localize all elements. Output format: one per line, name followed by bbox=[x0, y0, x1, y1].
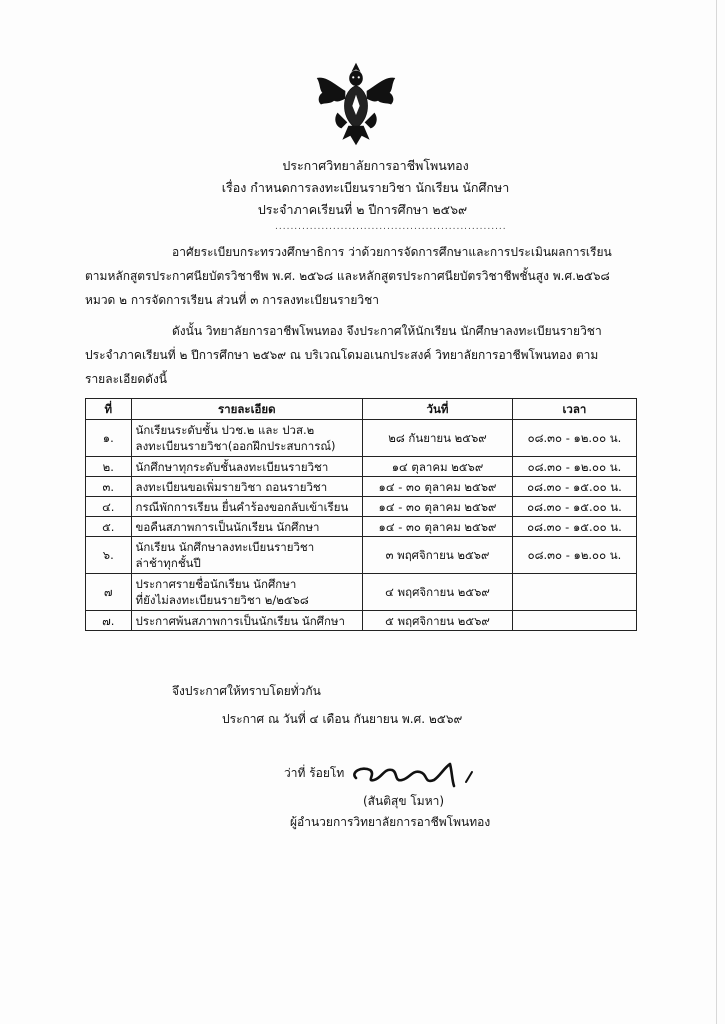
signer-position: ผู้อำนวยการวิทยาลัยการอาชีพโพนทอง bbox=[290, 815, 491, 829]
row-detail bbox=[131, 537, 363, 574]
handwritten-signature bbox=[348, 758, 488, 792]
row-detail-line-1: นักเรียนระดับชั้น ปวช.๒ และ ปวส.๒ bbox=[135, 423, 315, 437]
header-date: วันที่ bbox=[363, 399, 513, 420]
row-detail-line-2: ที่ยังไม่ลงทะเบียนรายวิชา ๒/๒๕๖๘ bbox=[135, 593, 309, 607]
garuda-emblem bbox=[310, 58, 402, 150]
row-time bbox=[512, 574, 636, 611]
row-detail: ลงทะเบียนขอเพิ่มรายวิชา ถอนรายวิชา bbox=[131, 477, 363, 497]
row-detail bbox=[131, 574, 363, 611]
row-number: ๓. bbox=[86, 477, 132, 497]
table-row bbox=[86, 574, 637, 611]
paragraph-2-line-3: รายละเอียดดังนี้ bbox=[85, 372, 168, 386]
row-time bbox=[512, 611, 636, 631]
signer-name: (สันติสุข โมหา) bbox=[363, 794, 445, 808]
row-detail-line-1: ประกาศรายชื่อนักเรียน นักศึกษา bbox=[135, 577, 297, 591]
row-number: ๖. bbox=[86, 537, 132, 574]
paragraph-1-line-1: อาศัยระเบียบกระทรวงศึกษาธิการ ว่าด้วยการจัดการศึกษาและการประเมินผลการเรียน bbox=[172, 245, 612, 259]
row-time: ๐๘.๓๐ - ๑๕.๐๐ น. bbox=[512, 477, 636, 497]
table-row bbox=[86, 537, 637, 574]
row-date: ๑๔ - ๓๐ ตุลาคม ๒๕๖๙ bbox=[363, 497, 513, 517]
header-time: เวลา bbox=[512, 399, 636, 420]
registration-schedule-table bbox=[85, 398, 637, 631]
header-number: ที่ bbox=[86, 399, 132, 420]
separator-dots: ............................................................ bbox=[275, 222, 507, 232]
row-detail-line-2: ลงทะเบียนรายวิชา(ออกฝึกประสบการณ์) bbox=[135, 439, 336, 453]
row-date: ๑๔ - ๓๐ ตุลาคม ๒๕๖๙ bbox=[363, 477, 513, 497]
paragraph-1-line-2: ตามหลักสูตรประกาศนียบัตรวิชาชีพ พ.ศ. ๒๕๖๘ และหลักสูตรประกาศนียบัตรวิชาชีพชั้นสูง พ.ศ.๒๕๖๘ bbox=[85, 269, 610, 283]
row-number: ๗ bbox=[86, 574, 132, 611]
row-detail bbox=[131, 420, 363, 457]
row-number: ๑. bbox=[86, 420, 132, 457]
row-detail: ขอคืนสภาพการเป็นนักเรียน นักศึกษา bbox=[131, 517, 363, 537]
row-number: ๔. bbox=[86, 497, 132, 517]
header-detail: รายละเอียด bbox=[131, 399, 363, 420]
row-time: ๐๘.๓๐ - ๑๕.๐๐ น. bbox=[512, 517, 636, 537]
announcement-title: ประกาศวิทยาลัยการอาชีพโพนทอง bbox=[282, 158, 469, 173]
row-date: ๑๔ ตุลาคม ๒๕๖๙ bbox=[363, 457, 513, 477]
row-number: ๕. bbox=[86, 517, 132, 537]
announcement-subject: เรื่อง กำหนดการลงทะเบียนรายวิชา นักเรียน นักศึกษา bbox=[221, 180, 510, 195]
table-row bbox=[86, 497, 637, 517]
paragraph-2-line-2: ประจำภาคเรียนที่ ๒ ปีการศึกษา ๒๕๖๙ ณ บริเวณโดมอเนกประสงค์ วิทยาลัยการอาชีพโพนทอง ตาม bbox=[85, 348, 599, 362]
paragraph-2-line-1: ดังนั้น วิทยาลัยการอาชีพโพนทอง จึงประกาศให้นักเรียน นักศึกษาลงทะเบียนรายวิชา bbox=[172, 324, 602, 338]
row-time: ๐๘.๓๐ - ๑๒.๐๐ น. bbox=[512, 420, 636, 457]
row-detail: นักศึกษาทุกระดับชั้นลงทะเบียนรายวิชา bbox=[131, 457, 363, 477]
table-row bbox=[86, 611, 637, 631]
signer-rank: ว่าที่ ร้อยโท bbox=[284, 766, 345, 780]
row-detail: ประกาศพ้นสภาพการเป็นนักเรียน นักศึกษา bbox=[131, 611, 363, 631]
table-row bbox=[86, 477, 637, 497]
closing-announce: จึงประกาศให้ทราบโดยทั่วกัน bbox=[172, 684, 321, 698]
row-time: ๐๘.๓๐ - ๑๒.๐๐ น. bbox=[512, 537, 636, 574]
announcement-date: ประกาศ ณ วันที่ ๔ เดือน กันยายน พ.ศ. ๒๕๖๙ bbox=[222, 712, 463, 726]
table-header-row bbox=[86, 399, 637, 420]
row-date: ๒๘ กันยายน ๒๕๖๙ bbox=[363, 420, 513, 457]
table-row bbox=[86, 517, 637, 537]
row-time: ๐๘.๓๐ - ๑๕.๐๐ น. bbox=[512, 497, 636, 517]
row-number: ๗. bbox=[86, 611, 132, 631]
row-date: ๑๔ - ๓๐ ตุลาคม ๒๕๖๙ bbox=[363, 517, 513, 537]
row-detail-line-1: นักเรียน นักศึกษาลงทะเบียนรายวิชา bbox=[135, 540, 315, 554]
row-number: ๒. bbox=[86, 457, 132, 477]
table-row bbox=[86, 457, 637, 477]
row-detail: กรณีพักการเรียน ยื่นคำร้องขอกลับเข้าเรียน bbox=[131, 497, 363, 517]
announcement-term: ประจำภาคเรียนที่ ๒ ปีการศึกษา ๒๕๖๙ bbox=[257, 202, 468, 217]
row-date: ๓ พฤศจิกายน ๒๕๖๙ bbox=[363, 537, 513, 574]
row-time: ๐๘.๓๐ - ๑๒.๐๐ น. bbox=[512, 457, 636, 477]
paragraph-1-line-3: หมวด ๒ การจัดการเรียน ส่วนที่ ๓ การลงทะเบียนรายวิชา bbox=[85, 293, 380, 307]
row-date: ๕ พฤศจิกายน ๒๕๖๙ bbox=[363, 611, 513, 631]
row-detail-line-2: ล่าช้าทุกชั้นปี bbox=[135, 556, 201, 570]
table-row bbox=[86, 420, 637, 457]
row-date: ๔ พฤศจิกายน ๒๕๖๙ bbox=[363, 574, 513, 611]
page-edge bbox=[716, 0, 717, 1024]
